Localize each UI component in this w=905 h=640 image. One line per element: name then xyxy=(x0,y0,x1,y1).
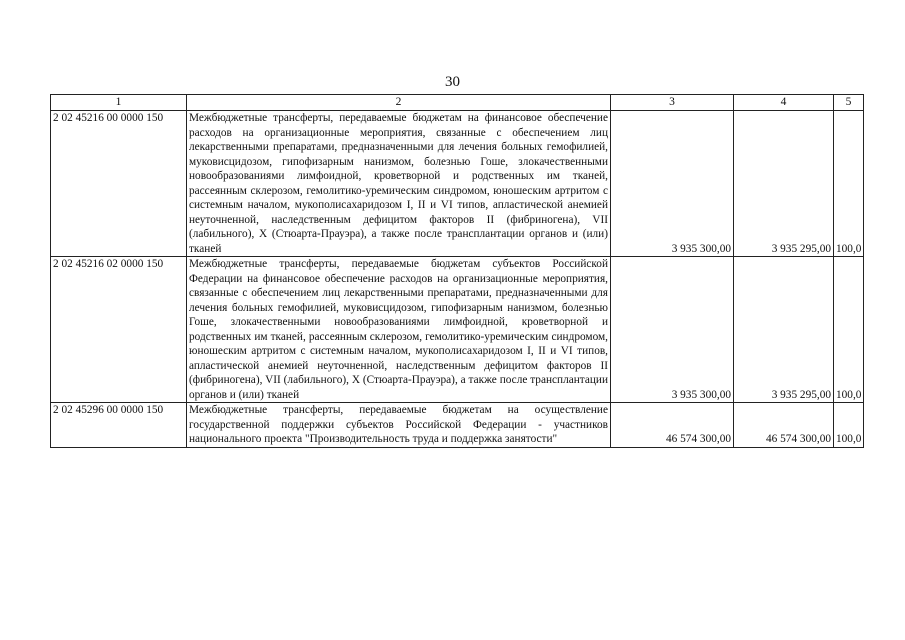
page-number: 30 xyxy=(445,74,460,90)
header-col-5: 5 xyxy=(834,95,864,111)
budget-code-cell: 2 02 45216 00 0000 150 xyxy=(51,111,187,257)
description-cell: Межбюджетные трансферты, передаваемые бюджетам субъектов Российской Федерации на финансовое обеспечение расходов на организационные мероприятия, связанные с обеспечением лиц лекарственными препаратами, предназначенными для лечения больных гемофилией, муковисцидозом, гипофизарным нанизмом, болезнью Гоше, злокачественными новообразованиями лимфоидной, кроветворной и родственных им тканей, рассеянным склерозом, гемолитико-уремическим синдромом, юношеским артритом с системным началом, мукополисахаридозом I, II и VI типов, апластической анемией неуточненной, наследственным дефицитом факторов II (фибриногена), VII (лабильного), X (Стюарта-Прауэра), а также после трансплантации органов и (или) тканей xyxy=(187,257,611,403)
table-header-row xyxy=(51,95,864,111)
description-cell: Межбюджетные трансферты, передаваемые бюджетам на финансовое обеспечение расходов на организационные мероприятия, связанные с обеспечением лиц лекарственными препаратами, предназначенными для лечения больных гемофилией, муковисцидозом, гипофизарным нанизмом, болезнью Гоше, злокачественными новообразованиями лимфоидной, кроветворной и родственных им тканей, рассеянным склерозом, гемолитико-уремическим синдромом, юношеским артритом с системным началом, мукополисахаридозом I, II и VI типов, апластической анемией неуточненной, наследственным дефицитом факторов II (фибриногена), VII (лабильного), X (Стюарта-Прауэра), а также после трансплантации органов и (или) тканей xyxy=(187,111,611,257)
header-col-2: 2 xyxy=(187,95,611,111)
planned-amount-cell: 3 935 300,00 xyxy=(611,257,734,403)
header-col-1: 1 xyxy=(51,95,187,111)
executed-amount-cell: 3 935 295,00 xyxy=(734,111,834,257)
header-col-4: 4 xyxy=(734,95,834,111)
executed-amount-cell: 3 935 295,00 xyxy=(734,257,834,403)
table-row xyxy=(51,111,864,257)
table-row xyxy=(51,257,864,403)
planned-amount-cell: 46 574 300,00 xyxy=(611,403,734,448)
budget-code-cell: 2 02 45296 00 0000 150 xyxy=(51,403,187,448)
percent-cell: 100,0 xyxy=(834,403,864,448)
description-cell: Межбюджетные трансферты, передаваемые бюджетам на осуществление государственной поддержки субъектов Российской Федерации - участников национального проекта "Производительность труда и поддержка занятости" xyxy=(187,403,611,448)
budget-table xyxy=(50,94,864,448)
percent-cell: 100,0 xyxy=(834,257,864,403)
budget-code-cell: 2 02 45216 02 0000 150 xyxy=(51,257,187,403)
percent-cell: 100,0 xyxy=(834,111,864,257)
table-row xyxy=(51,403,864,448)
executed-amount-cell: 46 574 300,00 xyxy=(734,403,834,448)
header-col-3: 3 xyxy=(611,95,734,111)
planned-amount-cell: 3 935 300,00 xyxy=(611,111,734,257)
